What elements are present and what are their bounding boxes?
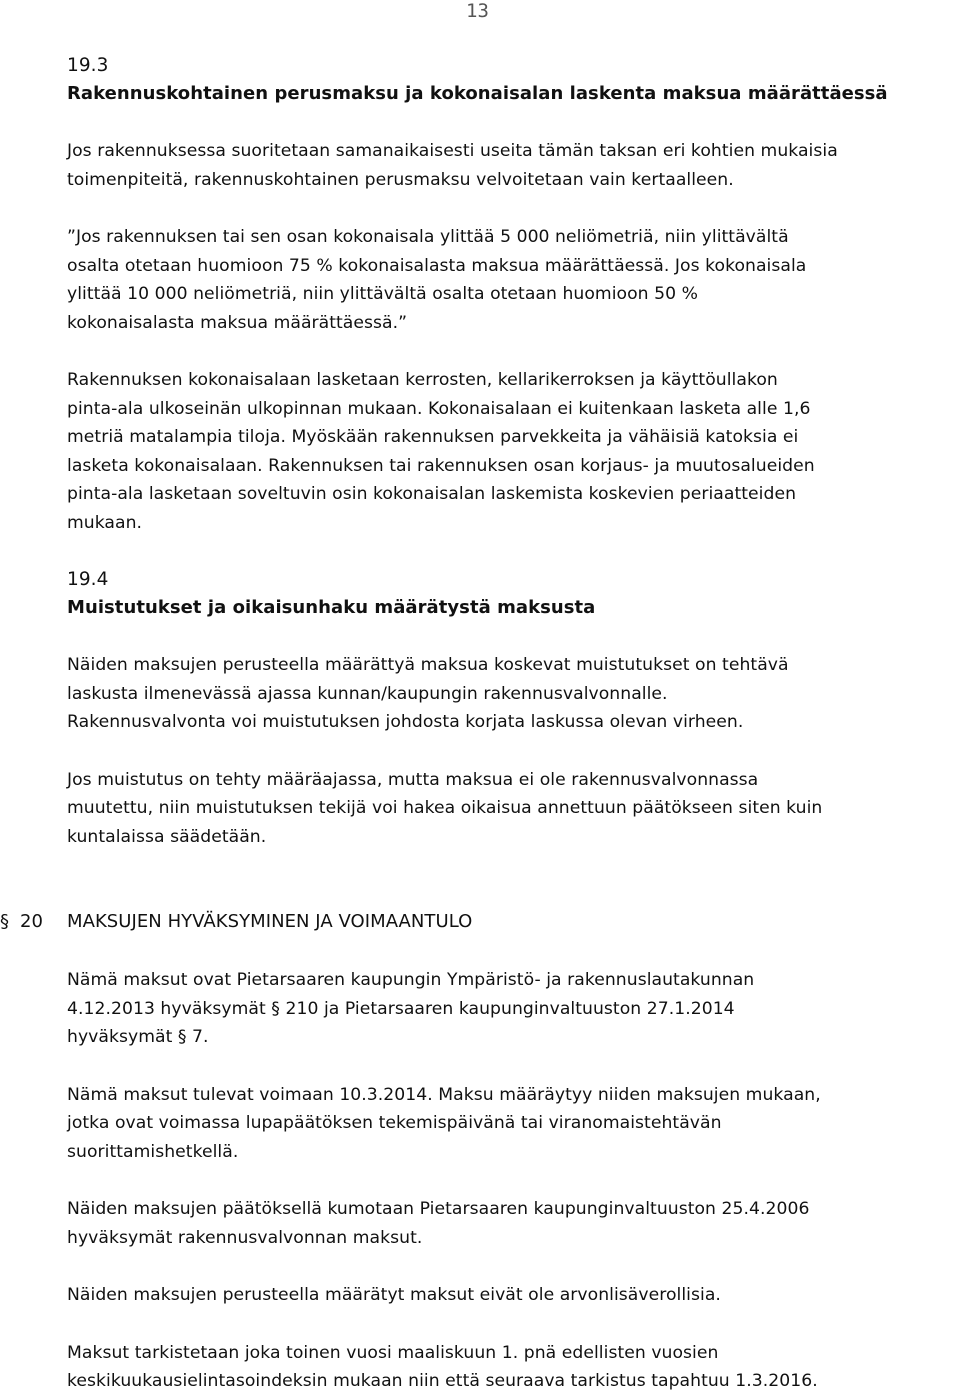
- text-line: kokonaisalasta maksua määrättäessä.”: [67, 312, 408, 333]
- paragraph: [67, 1281, 947, 1310]
- paragraph: [67, 766, 947, 852]
- text-line: 4.12.2013 hyväksymät § 210 ja Pietarsaaren kaupunginvaltuuston 27.1.2014: [67, 998, 735, 1019]
- text-line: laskusta ilmenevässä ajassa kunnan/kaupungin rakennusvalvonnalle.: [67, 683, 668, 704]
- text-line: osalta otetaan huomioon 75 % kokonaisalasta maksua määrättäessä. Jos kokonaisala: [67, 255, 807, 276]
- text-line: suorittamishetkellä.: [67, 1141, 239, 1162]
- text-line: Jos rakennuksessa suoritetaan samanaikaisesti useita tämän taksan eri kohtien mukaisia: [67, 141, 838, 161]
- page-number: 13: [466, 0, 489, 22]
- paragraph: [67, 1339, 947, 1396]
- text-line: Jos muistutus on tehty määräajassa, mutta maksua ei ole rakennusvalvonnassa: [67, 769, 759, 790]
- paragraph: [67, 366, 947, 537]
- paragraph: [67, 1195, 947, 1252]
- text-line: Rakennusvalvonta voi muistutuksen johdosta korjata laskussa olevan virheen.: [67, 712, 744, 732]
- text-line: pinta-ala ulkoseinän ulkopinnan mukaan. Kokonaisalaan ei kuitenkaan lasketa alle 1,6: [67, 398, 811, 419]
- section-number: 19.3: [67, 55, 109, 76]
- text-line: toimenpiteitä, rakennuskohtainen perusmaksu velvoitetaan vain kertaalleen.: [67, 169, 734, 190]
- section-number: 19.4: [67, 569, 109, 590]
- text-line: Nämä maksut ovat Pietarsaaren kaupungin Ympäristö- ja rakennuslautakunnan: [67, 970, 755, 990]
- text-line: hyväksymät rakennusvalvonnan maksut.: [67, 1227, 423, 1248]
- section-title: Muistutukset ja oikaisunhaku määrätystä maksusta: [67, 597, 596, 618]
- text-line: Näiden maksujen perusteella määrätyt maksut eivät ole arvonlisäverollisia.: [67, 1285, 721, 1305]
- text-line: lasketa kokonaisalaan. Rakennuksen tai rakennuksen osan korjaus- ja muutosalueiden: [67, 455, 815, 476]
- paragraph: [67, 137, 947, 194]
- chapter-heading: [0, 908, 947, 938]
- paragraph-sign: §: [0, 911, 10, 932]
- text-line: keskikuukausielintasoindeksin mukaan niin että seuraava tarkistus tapahtuu 1.3.2016.: [67, 1371, 818, 1391]
- text-line: Nämä maksut tulevat voimaan 10.3.2014. Maksu määräytyy niiden maksujen mukaan,: [67, 1084, 821, 1105]
- paragraph: [67, 223, 947, 337]
- text-line: kuntalaissa säädetään.: [67, 826, 267, 847]
- section-title: Rakennuskohtainen perusmaksu ja kokonaisalan laskenta maksua määrättäessä: [67, 83, 888, 104]
- document-body: [0, 52, 947, 1396]
- text-line: hyväksymät § 7.: [67, 1027, 209, 1047]
- paragraph: [67, 1081, 947, 1167]
- text-line: Näiden maksujen päätöksellä kumotaan Pietarsaaren kaupunginvaltuuston 25.4.2006: [67, 1199, 810, 1219]
- chapter-title: MAKSUJEN HYVÄKSYMINEN JA VOIMAANTULO: [67, 911, 473, 932]
- text-line: ”Jos rakennuksen tai sen osan kokonaisala ylittää 5 000 neliömetriä, niin ylittävältä: [67, 227, 789, 247]
- text-line: mukaan.: [67, 512, 143, 533]
- paragraph: [67, 966, 947, 1052]
- text-line: muutettu, niin muistutuksen tekijä voi hakea oikaisua annettuun päätökseen siten kuin: [67, 798, 823, 818]
- text-line: Rakennuksen kokonaisalaan lasketaan kerrosten, kellarikerroksen ja käyttöullakon: [67, 370, 778, 390]
- paragraph: [67, 651, 947, 737]
- text-line: metriä matalampia tiloja. Myöskään rakennuksen parvekkeita ja vähäisiä katoksia ei: [67, 427, 799, 447]
- text-line: jotka ovat voimassa lupapäätöksen tekemispäivänä tai viranomaistehtävän: [67, 1113, 722, 1133]
- text-line: ylittää 10 000 neliömetriä, niin ylittävältä osalta otetaan huomioon 50 %: [67, 284, 698, 304]
- text-line: pinta-ala lasketaan soveltuvin osin kokonaisalan laskemista koskevien periaatteiden: [67, 484, 797, 504]
- chapter-number: 20: [20, 911, 44, 932]
- text-line: Näiden maksujen perusteella määrättyä maksua koskevat muistutukset on tehtävä: [67, 655, 789, 675]
- text-line: Maksut tarkistetaan joka toinen vuosi maaliskuun 1. pnä edellisten vuosien: [67, 1342, 719, 1363]
